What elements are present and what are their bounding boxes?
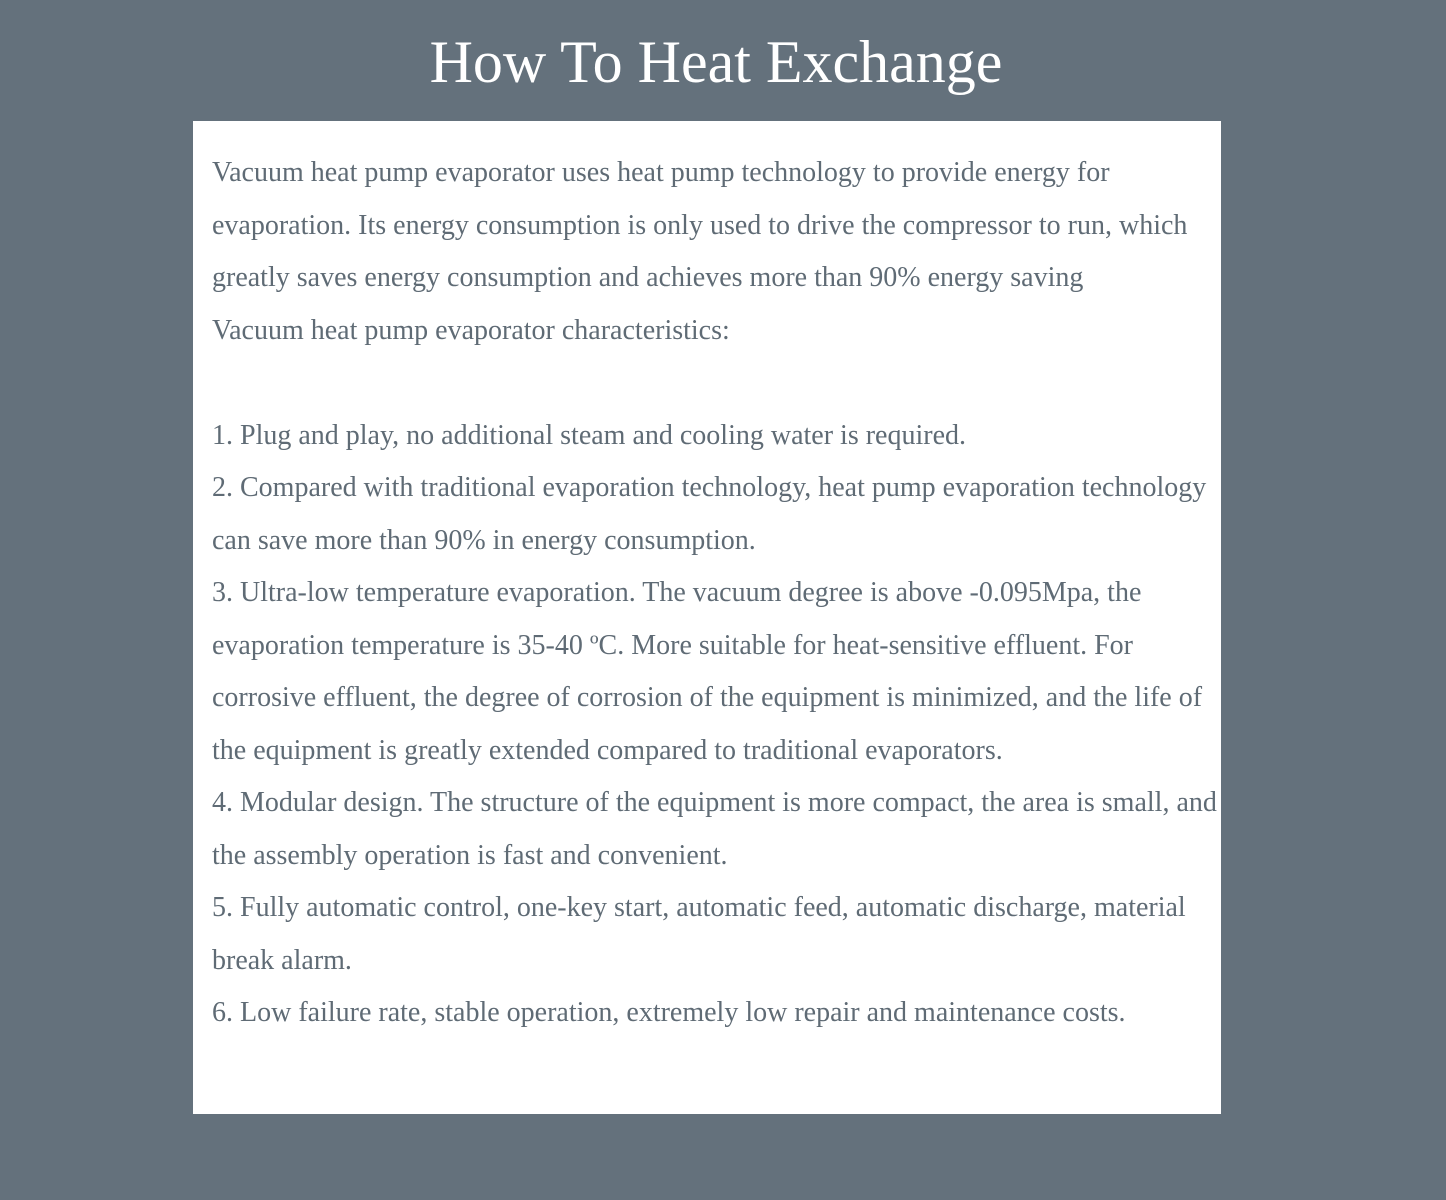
page-title: How To Heat Exchange (429, 29, 1003, 95)
intro-paragraph: Vacuum heat pump evaporator uses heat pump technology to provide energy for evaporation. Its energy consumption is only used to drive the compressor to run, which greatly saves energy consumption and achieves more than 90% energy saving (212, 157, 1188, 293)
list-item: 1. Plug and play, no additional steam and cooling water is required. (212, 419, 967, 451)
blank-line (212, 357, 1217, 410)
list-item: 5. Fully automatic control, one-key start, automatic feed, automatic discharge, material break alarm. (212, 892, 1186, 976)
characteristics-heading: Vacuum heat pump evaporator characteristics: (212, 314, 730, 346)
list-item: 3. Ultra-low temperature evaporation. The vacuum degree is above -0.095Mpa, the evaporation temperature is 35-40 ºC. More suitable for heat-sensitive effluent. For corrosive effluent, the degree of corrosion of the equipment is minimized, and the life of the equipment is greatly extended compared to traditional evaporators. (212, 577, 1203, 766)
content-card (193, 121, 1221, 1114)
list-item: 6. Low failure rate, stable operation, extremely low repair and maintenance costs. (212, 997, 1126, 1028)
list-item: 2. Compared with traditional evaporation technology, heat pump evaporation technology can save more than 90% in energy consumption. (212, 472, 1207, 556)
list-item: 4. Modular design. The structure of the equipment is more compact, the area is small, and the assembly operation is fast and convenient. (212, 787, 1217, 871)
text-block (212, 147, 1217, 1040)
